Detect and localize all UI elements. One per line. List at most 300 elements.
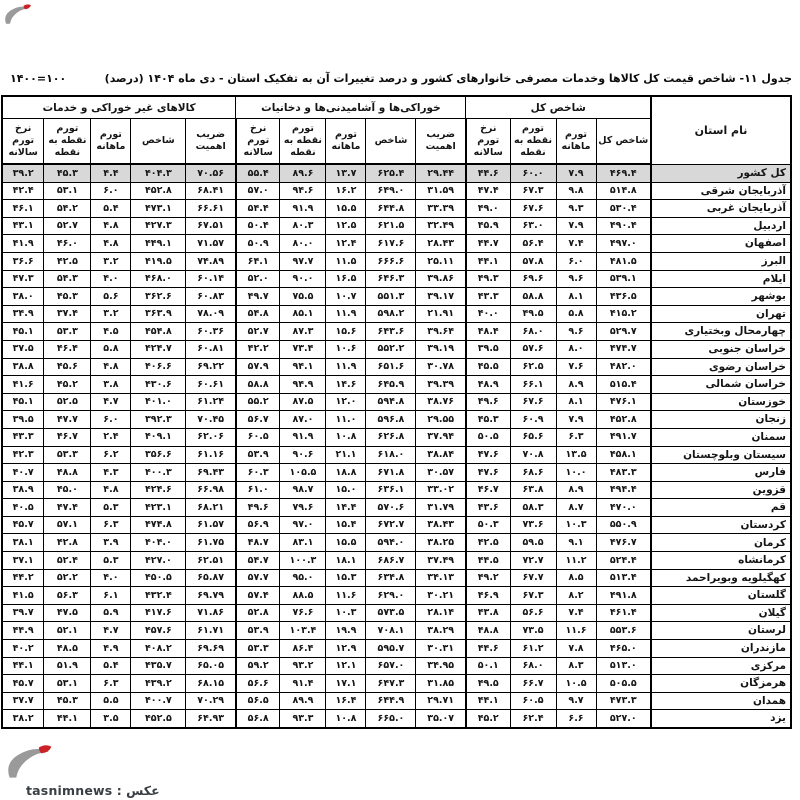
value-cell: ۵۴.۲ xyxy=(44,200,91,218)
value-cell: ۶۶۵.۰ xyxy=(366,710,416,728)
value-cell: ۵۲۹.۷ xyxy=(596,323,651,341)
table-row xyxy=(2,411,791,429)
value-cell: ۴۶۱.۴ xyxy=(596,604,651,622)
province-name-cell: ایلام xyxy=(651,270,791,288)
value-cell: ۳۲.۴۹ xyxy=(416,217,466,235)
value-cell: ۶۳۴.۸ xyxy=(366,569,416,587)
value-cell: ۴۴.۶ xyxy=(466,164,510,182)
value-cell: ۵۷.۶ xyxy=(510,340,556,358)
value-cell: ۴.۵ xyxy=(91,323,131,341)
value-cell: ۴۹.۷ xyxy=(236,288,280,306)
table-row xyxy=(2,675,791,693)
value-cell: ۴۷۶.۷ xyxy=(596,534,651,552)
province-name-cell: فارس xyxy=(651,464,791,482)
value-cell: ۴۳.۸ xyxy=(466,604,510,622)
value-cell: ۵۳.۹ xyxy=(236,622,280,640)
value-cell: ۱۳.۷ xyxy=(326,164,366,182)
value-cell: ۸۹.۶ xyxy=(280,164,326,182)
value-cell: ۱۵.۵ xyxy=(326,200,366,218)
value-cell: ۴.۳ xyxy=(91,464,131,482)
value-cell: ۵۳.۹ xyxy=(236,446,280,464)
value-cell: ۵۲.۷ xyxy=(44,217,91,235)
value-cell: ۴.۰ xyxy=(91,569,131,587)
value-cell: ۴.۸ xyxy=(91,217,131,235)
value-cell: ۴۷۴.۸ xyxy=(131,516,186,534)
value-cell: ۶.۳ xyxy=(556,428,596,446)
value-cell: ۴۷.۷ xyxy=(44,411,91,429)
value-cell: ۴۳.۱ xyxy=(2,217,44,235)
value-cell: ۴۵.۱ xyxy=(2,323,44,341)
value-cell: ۵۲.۲ xyxy=(44,569,91,587)
value-cell: ۴۶.۴ xyxy=(44,340,91,358)
value-cell: ۲۱.۱ xyxy=(326,446,366,464)
value-cell: ۳۹.۸۶ xyxy=(416,270,466,288)
value-cell: ۴۲۴.۷ xyxy=(131,340,186,358)
value-cell: ۳۷.۱ xyxy=(2,552,44,570)
table-row xyxy=(2,182,791,200)
value-cell: ۴.۴ xyxy=(91,164,131,182)
value-cell: ۴.۸ xyxy=(91,358,131,376)
value-cell: ۴۷.۳ xyxy=(2,270,44,288)
value-cell: ۵۲.۵ xyxy=(44,393,91,411)
value-cell: ۵۲.۱ xyxy=(44,622,91,640)
value-cell: ۳۷.۴ xyxy=(44,305,91,323)
province-name-cell: گیلان xyxy=(651,604,791,622)
table-row xyxy=(2,499,791,517)
value-cell: ۳۸.۲۵ xyxy=(416,534,466,552)
value-cell: ۶۹.۲۲ xyxy=(186,358,236,376)
value-cell: ۴۹.۶ xyxy=(466,393,510,411)
province-name-cell: سیستان وبلوچستان xyxy=(651,446,791,464)
value-cell: ۴۶۸.۰ xyxy=(131,270,186,288)
table-row xyxy=(2,552,791,570)
value-cell: ۱۱.۵ xyxy=(326,252,366,270)
value-cell: ۶۴۴.۹ xyxy=(366,692,416,710)
value-cell: ۸۷.۳ xyxy=(280,323,326,341)
value-cell: ۶.۰ xyxy=(556,252,596,270)
value-cell: ۵۱۳.۴ xyxy=(596,569,651,587)
value-cell: ۴۱.۵ xyxy=(2,587,44,605)
province-name-cell: هرمزگان xyxy=(651,675,791,693)
value-cell: ۴.۸ xyxy=(91,235,131,253)
province-name-cell: آذربایجان شرقی xyxy=(651,182,791,200)
value-cell: ۳۹.۱۹ xyxy=(416,340,466,358)
value-cell: ۶۴.۹۳ xyxy=(186,710,236,728)
value-cell: ۹۷.۷ xyxy=(280,252,326,270)
province-name-cell: خوزستان xyxy=(651,393,791,411)
value-cell: ۶۱.۱۶ xyxy=(186,446,236,464)
value-cell: ۱۳.۵ xyxy=(556,446,596,464)
table-row xyxy=(2,270,791,288)
value-cell: ۳.۹ xyxy=(91,534,131,552)
value-cell: ۴۰۴.۳ xyxy=(131,164,186,182)
value-cell: ۹۰.۶ xyxy=(280,446,326,464)
table-row xyxy=(2,464,791,482)
table-row xyxy=(2,252,791,270)
value-cell: ۵۹۸.۲ xyxy=(366,305,416,323)
price-index-table xyxy=(1,95,792,729)
value-cell: ۱۸.۱ xyxy=(326,552,366,570)
province-name-cell: اردبیل xyxy=(651,217,791,235)
value-cell: ۴۵.۳ xyxy=(44,164,91,182)
value-cell: ۷۱.۸۶ xyxy=(186,604,236,622)
value-cell: ۵۴.۷ xyxy=(236,552,280,570)
value-cell: ۴۹.۰ xyxy=(466,200,510,218)
province-name-cell: تهران xyxy=(651,305,791,323)
value-cell: ۵۳۰.۴ xyxy=(596,200,651,218)
table-row xyxy=(2,305,791,323)
value-cell: ۳.۵ xyxy=(91,710,131,728)
value-cell: ۱۰.۸ xyxy=(326,710,366,728)
value-cell: ۲۹.۷۱ xyxy=(416,692,466,710)
value-cell: ۵۰.۵ xyxy=(466,428,510,446)
value-cell: ۵۷.۴ xyxy=(236,587,280,605)
value-cell: ۴۹.۵ xyxy=(466,675,510,693)
value-cell: ۵۷.۷ xyxy=(236,569,280,587)
value-cell: ۴۵.۳ xyxy=(44,288,91,306)
value-cell: ۵۳.۳ xyxy=(236,640,280,658)
tasnim-logo-icon xyxy=(2,0,32,30)
value-cell: ۶۹.۶۹ xyxy=(186,640,236,658)
value-cell: ۶۵.۸۷ xyxy=(186,569,236,587)
value-cell: ۷.۹ xyxy=(556,411,596,429)
value-cell: ۶۷.۳ xyxy=(510,182,556,200)
value-cell: ۴۸.۷ xyxy=(236,534,280,552)
value-cell: ۶۰.۱۴ xyxy=(186,270,236,288)
value-cell: ۳۷.۵ xyxy=(2,340,44,358)
value-cell: ۹۷.۰ xyxy=(280,516,326,534)
value-cell: ۹.۸ xyxy=(556,182,596,200)
value-cell: ۳۷.۹۴ xyxy=(416,428,466,446)
value-cell: ۳۸.۸۴ xyxy=(416,446,466,464)
col-header-total-monthly: تورم ماهانه xyxy=(556,119,596,165)
value-cell: ۴۷.۴ xyxy=(466,182,510,200)
value-cell: ۱۵.۴ xyxy=(326,516,366,534)
value-cell: ۶۹.۶ xyxy=(510,270,556,288)
value-cell: ۵۹۴.۸ xyxy=(366,393,416,411)
value-cell: ۶۲۶.۸ xyxy=(366,428,416,446)
value-cell: ۴۲.۴ xyxy=(2,182,44,200)
value-cell: ۵۵.۴ xyxy=(236,164,280,182)
value-cell: ۴۸۲.۰ xyxy=(596,358,651,376)
value-cell: ۴۵.۵ xyxy=(466,358,510,376)
col-header-food-point: تورم نقطه به نقطه xyxy=(280,119,326,165)
col-header-total-annual: نرخ تورم سالانه xyxy=(466,119,510,165)
value-cell: ۴۸.۸ xyxy=(466,622,510,640)
value-cell: ۵۱۵.۴ xyxy=(596,376,651,394)
value-cell: ۶۸.۴۱ xyxy=(186,182,236,200)
value-cell: ۶۶.۹۸ xyxy=(186,481,236,499)
value-cell: ۴۶.۷ xyxy=(466,481,510,499)
value-cell: ۱۰.۶ xyxy=(326,340,366,358)
value-cell: ۴۶۵.۰ xyxy=(596,640,651,658)
value-cell: ۱۷.۱ xyxy=(326,675,366,693)
value-cell: ۸۳.۱ xyxy=(280,534,326,552)
value-cell: ۷.۸ xyxy=(556,640,596,658)
value-cell: ۷۰.۲۹ xyxy=(186,692,236,710)
value-cell: ۹۵.۰ xyxy=(280,569,326,587)
value-cell: ۵۴.۴ xyxy=(236,200,280,218)
value-cell: ۵۹۴.۰ xyxy=(366,534,416,552)
value-cell: ۳۴.۹۵ xyxy=(416,657,466,675)
value-cell: ۴۴۹.۱ xyxy=(131,235,186,253)
value-cell: ۹۳.۲ xyxy=(280,657,326,675)
value-cell: ۶۷۱.۸ xyxy=(366,464,416,482)
value-cell: ۴۲۷.۰ xyxy=(131,552,186,570)
value-cell: ۴۵.۳ xyxy=(466,411,510,429)
value-cell: ۶۳.۰ xyxy=(510,217,556,235)
table-row xyxy=(2,446,791,464)
value-cell: ۵۵۱.۳ xyxy=(366,288,416,306)
value-cell: ۸۵.۱ xyxy=(280,305,326,323)
value-cell: ۳۸.۸ xyxy=(2,358,44,376)
value-cell: ۶۲.۵ xyxy=(510,358,556,376)
value-cell: ۶۵۱.۶ xyxy=(366,358,416,376)
value-cell: ۵۶.۷ xyxy=(236,411,280,429)
value-cell: ۴۴.۱ xyxy=(466,692,510,710)
value-cell: ۴۷۳.۱ xyxy=(131,200,186,218)
value-cell: ۵۷۳.۵ xyxy=(366,604,416,622)
value-cell: ۵۸.۸ xyxy=(510,288,556,306)
value-cell: ۷.۶ xyxy=(556,358,596,376)
province-name-cell: اصفهان xyxy=(651,235,791,253)
value-cell: ۳۵۶.۶ xyxy=(131,446,186,464)
value-cell: ۶۴۳.۶ xyxy=(366,323,416,341)
value-cell: ۶۳.۸ xyxy=(510,481,556,499)
value-cell: ۴۲.۸ xyxy=(44,534,91,552)
value-cell: ۱۰.۸ xyxy=(326,428,366,446)
value-cell: ۴۰۱.۰ xyxy=(131,393,186,411)
value-cell: ۴۵.۲ xyxy=(44,376,91,394)
value-cell: ۶۰.۵ xyxy=(510,692,556,710)
value-cell: ۷۶.۶ xyxy=(280,604,326,622)
value-cell: ۴۲۴.۶ xyxy=(131,481,186,499)
value-cell: ۵۷.۸ xyxy=(510,252,556,270)
value-cell: ۹۴.۱ xyxy=(280,358,326,376)
value-cell: ۴۵۲.۵ xyxy=(131,710,186,728)
value-cell: ۵۹.۵ xyxy=(510,534,556,552)
value-cell: ۶۸.۰ xyxy=(510,657,556,675)
value-cell: ۱۴.۶ xyxy=(326,376,366,394)
value-cell: ۶۰.۳ xyxy=(236,464,280,482)
value-cell: ۴۴.۹ xyxy=(2,622,44,640)
value-cell: ۶۸.۶ xyxy=(510,464,556,482)
value-cell: ۱۹.۹ xyxy=(326,622,366,640)
value-cell: ۴۷.۶ xyxy=(466,446,510,464)
value-cell: ۶.۰ xyxy=(91,182,131,200)
value-cell: ۵۱۳.۰ xyxy=(596,657,651,675)
value-cell: ۴۰۸.۲ xyxy=(131,640,186,658)
value-cell: ۳۸.۹ xyxy=(2,481,44,499)
value-cell: ۶۱.۲ xyxy=(510,640,556,658)
value-cell: ۴۸.۵ xyxy=(44,640,91,658)
tasnim-logo-icon xyxy=(2,740,54,786)
group-header-food: خوراکی‌ها و آشامیدنی‌ها و دخانیات xyxy=(236,96,466,119)
value-cell: ۴۴.۱ xyxy=(466,252,510,270)
value-cell: ۴۰۰.۳ xyxy=(131,464,186,482)
value-cell: ۳۰.۲۱ xyxy=(416,587,466,605)
value-cell: ۵۴.۳ xyxy=(44,270,91,288)
value-cell: ۴۹۰.۴ xyxy=(596,217,651,235)
value-cell: ۵۹۶.۸ xyxy=(366,411,416,429)
value-cell: ۷.۹ xyxy=(556,164,596,182)
value-cell: ۱۰.۷ xyxy=(326,288,366,306)
value-cell: ۷۳.۶ xyxy=(510,516,556,534)
value-cell: ۵۵۰.۹ xyxy=(596,516,651,534)
value-cell: ۴۷.۴ xyxy=(44,499,91,517)
value-cell: ۴۵.۰ xyxy=(44,481,91,499)
value-cell: ۸.۹ xyxy=(556,481,596,499)
value-cell: ۵۱۴.۸ xyxy=(596,182,651,200)
value-cell: ۴۳.۳ xyxy=(2,428,44,446)
value-cell: ۹۴.۹ xyxy=(280,376,326,394)
value-cell: ۴۶.۷ xyxy=(44,428,91,446)
value-cell: ۵۲.۴ xyxy=(44,552,91,570)
value-cell: ۳۸.۷۶ xyxy=(416,393,466,411)
value-cell: ۴۸.۹ xyxy=(466,376,510,394)
value-cell: ۳۰.۳۱ xyxy=(416,640,466,658)
value-cell: ۱۰.۳ xyxy=(326,604,366,622)
value-cell: ۶۳۶.۱ xyxy=(366,481,416,499)
value-cell: ۳.۸ xyxy=(91,376,131,394)
value-cell: ۲۹.۵۵ xyxy=(416,411,466,429)
value-cell: ۶۴۴.۸ xyxy=(366,200,416,218)
value-cell: ۶۸.۰ xyxy=(510,323,556,341)
value-cell: ۶۱.۷۱ xyxy=(186,622,236,640)
value-cell: ۴۸۱.۵ xyxy=(596,252,651,270)
value-cell: ۳۰.۷۸ xyxy=(416,358,466,376)
col-header-total-index: شاخص کل xyxy=(596,119,651,165)
value-cell: ۳.۲ xyxy=(91,252,131,270)
value-cell: ۹.۶ xyxy=(556,270,596,288)
value-cell: ۴۷۴.۷ xyxy=(596,340,651,358)
table-row xyxy=(2,164,791,182)
province-column-header: نام استان xyxy=(651,96,791,164)
value-cell: ۳۴.۹ xyxy=(2,305,44,323)
value-cell: ۳۱.۸۵ xyxy=(416,675,466,693)
value-cell: ۳۰.۵۷ xyxy=(416,464,466,482)
value-cell: ۱۰۳.۴ xyxy=(280,622,326,640)
value-cell: ۹.۷ xyxy=(556,692,596,710)
value-cell: ۴۹.۵ xyxy=(510,305,556,323)
value-cell: ۴۶۹.۴ xyxy=(596,164,651,182)
value-cell: ۱۱.۹ xyxy=(326,358,366,376)
value-cell: ۶۸.۲۱ xyxy=(186,499,236,517)
value-cell: ۹۸.۷ xyxy=(280,481,326,499)
value-cell: ۹.۱ xyxy=(556,534,596,552)
value-cell: ۴۲۳.۱ xyxy=(131,499,186,517)
table-row xyxy=(2,657,791,675)
value-cell: ۳۸.۲۹ xyxy=(416,622,466,640)
value-cell: ۵۳.۱ xyxy=(44,182,91,200)
province-name-cell: قم xyxy=(651,499,791,517)
value-cell: ۴۵.۷ xyxy=(2,675,44,693)
value-cell: ۳۴.۱۳ xyxy=(416,569,466,587)
table-row xyxy=(2,393,791,411)
value-cell: ۱۲.۱ xyxy=(326,657,366,675)
value-cell: ۱۱.۹ xyxy=(326,305,366,323)
value-cell: ۳۶۲.۶ xyxy=(131,288,186,306)
value-cell: ۶۱۸.۰ xyxy=(366,446,416,464)
value-cell: ۶.۶ xyxy=(556,710,596,728)
value-cell: ۶۱.۲۴ xyxy=(186,393,236,411)
value-cell: ۵۰.۴ xyxy=(236,217,280,235)
value-cell: ۲۹.۴۴ xyxy=(416,164,466,182)
province-name-cell: سمنان xyxy=(651,428,791,446)
value-cell: ۵.۶ xyxy=(91,288,131,306)
value-cell: ۴۷۰.۰ xyxy=(596,499,651,517)
value-cell: ۸۹.۹ xyxy=(280,692,326,710)
value-cell: ۴۰۰.۷ xyxy=(131,692,186,710)
group-header-row xyxy=(2,96,791,119)
value-cell: ۶۶.۱ xyxy=(510,376,556,394)
value-cell: ۶۶.۶۱ xyxy=(186,200,236,218)
table-row xyxy=(2,200,791,218)
value-cell: ۵۶.۶ xyxy=(236,675,280,693)
value-cell: ۶۷.۶ xyxy=(510,200,556,218)
value-cell: ۳۶.۶ xyxy=(2,252,44,270)
value-cell: ۵۸.۸ xyxy=(236,376,280,394)
value-cell: ۱۶.۲ xyxy=(326,182,366,200)
value-cell: ۴۶.۰ xyxy=(44,235,91,253)
col-header-nonfood-monthly: تورم ماهانه xyxy=(91,119,131,165)
value-cell: ۴۱۵.۲ xyxy=(596,305,651,323)
col-header-food-monthly: تورم ماهانه xyxy=(326,119,366,165)
value-cell: ۵۳.۳ xyxy=(44,323,91,341)
value-cell: ۹.۳ xyxy=(556,200,596,218)
value-cell: ۹۴.۶ xyxy=(280,182,326,200)
value-cell: ۴۸۳.۳ xyxy=(596,464,651,482)
value-cell: ۵۶.۴ xyxy=(510,235,556,253)
value-cell: ۶۲۵.۴ xyxy=(366,164,416,182)
value-cell: ۳۸.۴۳ xyxy=(416,516,466,534)
value-cell: ۳۷.۴۹ xyxy=(416,552,466,570)
value-cell: ۳۸.۱ xyxy=(2,534,44,552)
value-cell: ۶۲.۴ xyxy=(510,710,556,728)
value-cell: ۴۱.۶ xyxy=(2,376,44,394)
value-cell: ۴۳.۳ xyxy=(466,288,510,306)
value-cell: ۴۵۷.۶ xyxy=(131,622,186,640)
value-cell: ۴۷۶.۱ xyxy=(596,393,651,411)
value-cell: ۶۴۵.۹ xyxy=(366,376,416,394)
value-cell: ۶۱.۰ xyxy=(236,481,280,499)
value-cell: ۶۴۷.۳ xyxy=(366,675,416,693)
value-cell: ۴۵۰.۵ xyxy=(131,569,186,587)
value-cell: ۵۷.۰ xyxy=(236,182,280,200)
value-cell: ۳۹.۶۴ xyxy=(416,323,466,341)
value-cell: ۴۹.۶ xyxy=(236,499,280,517)
value-cell: ۵۳.۳ xyxy=(44,446,91,464)
value-cell: ۹.۶ xyxy=(556,323,596,341)
value-cell: ۴۷۳.۳ xyxy=(596,692,651,710)
value-cell: ۹۳.۳ xyxy=(280,710,326,728)
value-cell: ۷۲.۷ xyxy=(510,552,556,570)
value-cell: ۴۰.۰ xyxy=(466,305,510,323)
value-cell: ۶۱۷.۶ xyxy=(366,235,416,253)
value-cell: ۶۷۲.۷ xyxy=(366,516,416,534)
value-cell: ۶۴۹.۰ xyxy=(366,182,416,200)
value-cell: ۵.۸ xyxy=(556,305,596,323)
province-name-cell: بوشهر xyxy=(651,288,791,306)
value-cell: ۹۱.۹ xyxy=(280,428,326,446)
value-cell: ۵.۹ xyxy=(91,604,131,622)
value-cell: ۸.۹ xyxy=(556,376,596,394)
value-cell: ۳۶۳.۹ xyxy=(131,305,186,323)
value-cell: ۸.۳ xyxy=(556,657,596,675)
value-cell: ۴۵.۷ xyxy=(2,516,44,534)
value-cell: ۱۸.۸ xyxy=(326,464,366,482)
province-name-cell: قزوین xyxy=(651,481,791,499)
